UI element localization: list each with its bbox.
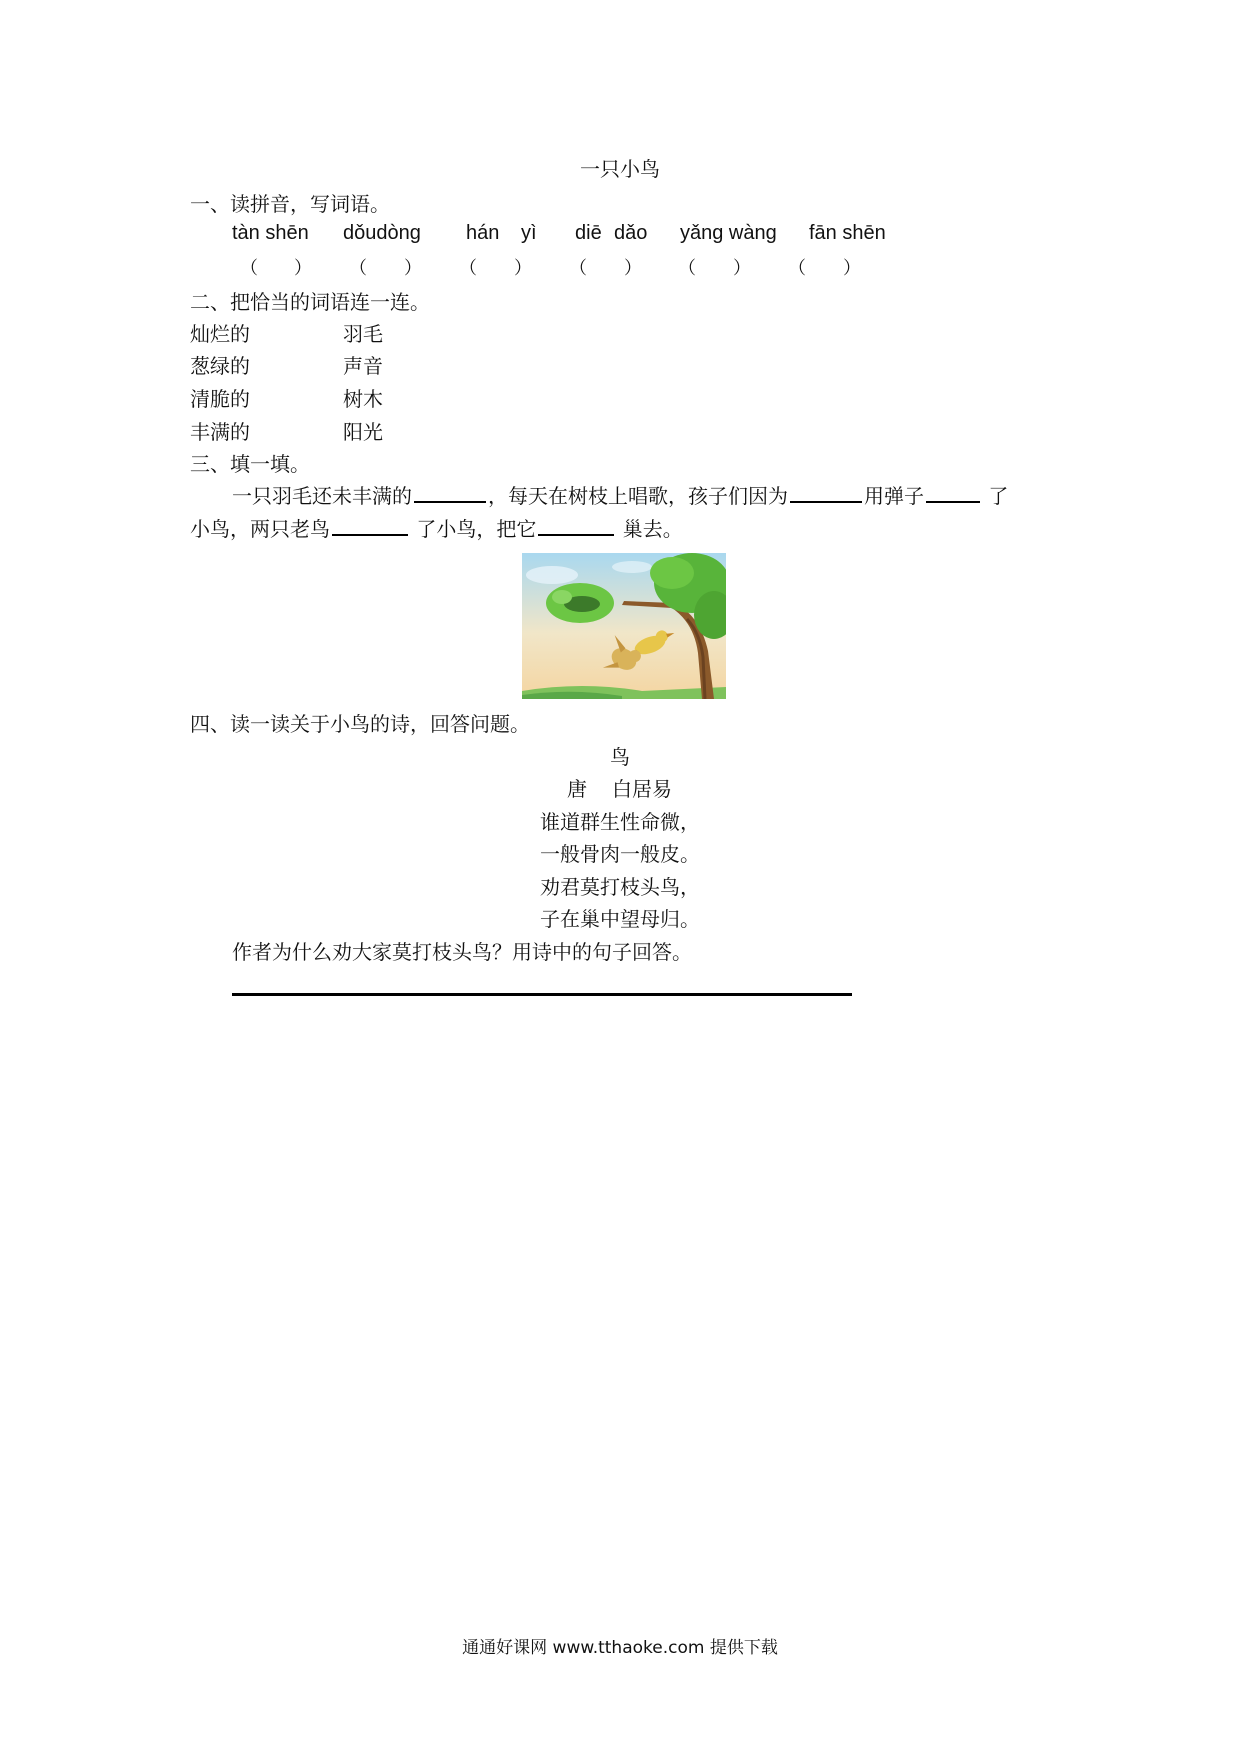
fill-text-7: 巢去。	[616, 517, 683, 541]
fill-blank-4[interactable]	[332, 534, 408, 536]
answer-paren-open-2: （	[349, 258, 367, 279]
match-right-1: 羽毛	[343, 322, 383, 346]
fill-blank-3[interactable]	[926, 501, 980, 503]
fill-blank-5[interactable]	[538, 534, 614, 536]
bird-illustration	[522, 553, 726, 699]
poem-question: 作者为什么劝大家莫打枝头鸟？用诗中的句子回答。	[232, 940, 692, 964]
section-1-heading: 一、读拼音，写词语。	[190, 192, 390, 216]
answer-paren-open-5: （	[678, 258, 696, 279]
answer-paren-open-6: （	[788, 258, 806, 279]
match-right-3: 树木	[343, 387, 383, 411]
page-title: 一只小鸟	[580, 157, 660, 181]
match-right-4: 阳光	[343, 420, 383, 444]
match-left-4: 丰满的	[190, 420, 250, 444]
poem-author: 白居易	[612, 777, 672, 801]
answer-paren-open-4: （	[569, 258, 587, 279]
footer-credit: 通通好课网 www.tthaoke.com 提供下载	[462, 1638, 778, 1658]
answer-paren-open-1: （	[240, 258, 258, 279]
fill-text-1: 一只羽毛还未丰满的	[232, 484, 412, 508]
poem-line-4: 子在巢中望母归。	[540, 907, 700, 931]
answer-paren-close-4: ）	[624, 258, 642, 279]
pinyin-2: dǒudòng	[343, 222, 421, 244]
answer-paren-close-5: ）	[733, 258, 751, 279]
match-left-3: 清脆的	[190, 387, 250, 411]
answer-line[interactable]	[232, 993, 852, 996]
answer-paren-close-6: ）	[843, 258, 861, 279]
pinyin-4b: dǎo	[614, 222, 648, 244]
fill-blank-1[interactable]	[414, 501, 486, 503]
match-left-2: 葱绿的	[190, 354, 250, 378]
section-3-heading: 三、填一填。	[190, 452, 310, 476]
poem-line-3: 劝君莫打枝头鸟，	[540, 875, 700, 899]
answer-paren-close-3: ）	[514, 258, 532, 279]
pinyin-3b: yì	[521, 222, 537, 244]
match-right-2: 声音	[343, 354, 383, 378]
pinyin-6: fān shēn	[809, 222, 886, 244]
fill-text-6: 了小鸟，把它	[410, 517, 537, 541]
answer-paren-open-3: （	[459, 258, 477, 279]
fill-text-5: 小鸟，两只老鸟	[190, 517, 330, 541]
fill-text-2: ，每天在树枝上唱歌，孩子们因为	[488, 484, 788, 508]
fill-text-3: 用弹子	[864, 484, 924, 508]
fill-line-1	[232, 480, 1008, 509]
answer-paren-close-1: ）	[294, 258, 312, 279]
pinyin-4a: diē	[575, 222, 602, 244]
answer-paren-close-2: ）	[404, 258, 422, 279]
poem-line-2: 一般骨肉一般皮。	[540, 842, 700, 866]
fill-blank-2[interactable]	[790, 501, 862, 503]
poem-line-1: 谁道群生性命微，	[540, 810, 700, 834]
fill-text-4: 了	[982, 484, 1009, 508]
pinyin-3a: hán	[466, 222, 500, 244]
pinyin-1: tàn shēn	[232, 222, 309, 244]
fill-line-2	[190, 513, 683, 542]
poem-title: 鸟	[610, 745, 630, 769]
section-2-heading: 二、把恰当的词语连一连。	[190, 290, 430, 314]
section-4-heading: 四、读一读关于小鸟的诗，回答问题。	[190, 712, 530, 736]
poem-dynasty: 唐	[567, 777, 587, 801]
match-left-1: 灿烂的	[190, 322, 250, 346]
pinyin-5: yǎng wàng	[680, 222, 777, 244]
